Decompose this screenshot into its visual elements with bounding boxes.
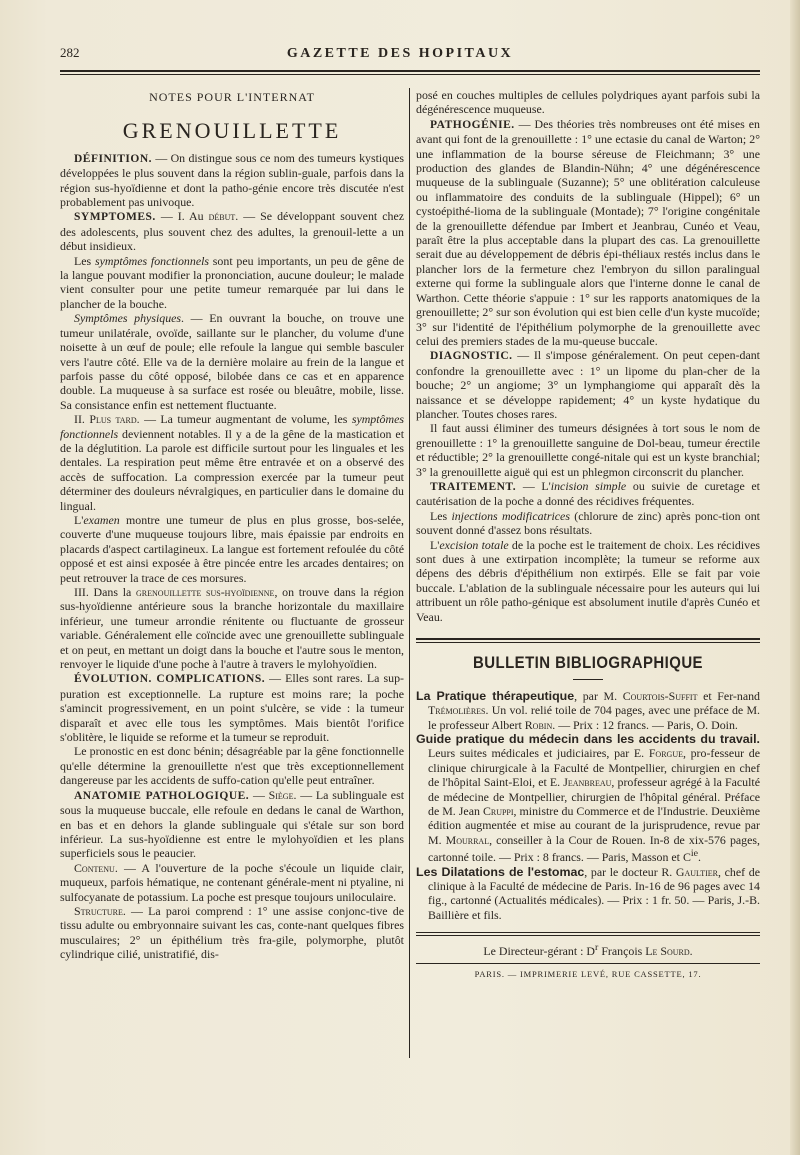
paragraph-traitement: TRAITEMENT. — L'incision simple ou suivie de curetage et cautérisation de la poche a donné des récidives fréquentes.: [416, 478, 760, 509]
article-title: GRENOUILLETTE: [122, 118, 342, 144]
running-head: GAZETTE DES HOPITAUX: [286, 46, 514, 61]
paragraph-definition: DÉFINITION. — On distingue sous ce nom des tumeurs kystiques développées le plus souvent dans la région sublin-guale, parfois dans la région sus-hyoïdienne et dont la patho-génie encore très discutée n'est probablement pas univoque.: [60, 150, 404, 210]
paragraph-physiques: Symptômes physiques. — En ouvrant la bouche, on trouve une tumeur unilatérale, ovoïde, saillante sur le plancher, du volume d'une noisette à un œuf de poule; elle refoule la langue qui semble basculer vers l'autre côté. Elle va de la dernière molaire au frein de la langue et parfois passe du côté opposé, bilobée dans ce cas et en apparence double. La muqueuse à sa surface est rosée ou bleuâtre, mobile, lisse. Sa consistance enfin est nettement fluctuante.: [60, 311, 404, 412]
paragraph-sus-hyoidienne: III. Dans la grenouillette sus-hyoïdienne, on trouve dans la région sus-hyoïdienne antérieure sous la branche horizontale du maxillaire inférieur, une tumeur arrondie rénitente ou fluctuante de grosseur variable. Généralement elle coïncide avec une grenouillette sublinguale et on peut, en mettant un doigt dans la bouche et l'autre sous le menton, renvoyer le liquide d'une poche à l'autre à travers le mylohyoïdien.: [60, 585, 404, 672]
page-number: 282: [60, 45, 80, 60]
paragraph-structure-continued: posé en couches multiples de cellules polydriques ayant parfois subi la dégénérescence muqueuse.: [416, 88, 760, 117]
header-rule-bottom: [60, 74, 760, 75]
paragraph-examen: L'examen montre une tumeur de plus en plus grosse, bos-selée, couverte d'une muqueuse toujours libre, mais épaissie par endroits en placards d'aspect cartilagineux. La langue est fortement refoulée du côté opposé et est ainsi exposée à être pincée entre les arcades dentaires; on peut retrouver la trace de ces morsures.: [60, 512, 404, 585]
right-column: [416, 88, 760, 981]
signature-rule-top-thick: [416, 935, 760, 936]
signature-rule-bottom: [416, 963, 760, 964]
bulletin-short-rule: [573, 679, 603, 680]
directeur-gerant: Le Directeur-gérant : $D^r$ François Le Sourd.: [483, 942, 693, 959]
paragraph-contenu: Contenu. — A l'ouverture de la poche s'écoule un liquide clair, muqueux, parfois hématique, ne contenant générale-ment ni ptyaline, ni sulfocyanate de potassium. La poche est presque toujours uniloculaire.: [60, 860, 404, 904]
left-column: [60, 88, 404, 962]
printer-imprint: PARIS. — IMPRIMERIE LEVÉ, RUE CASSETTE, 17.: [474, 968, 702, 979]
paragraph-eliminer: Il faut aussi éliminer des tumeurs désignées à tort sous le nom de grenouillette : 1° la grenouillette sanguine de Dol-beau, tumeur érectile et réductible; 2° la grenouillette congé-nitale qui est un kyste branchial; 3° la grenouillette aiguë qui est un phlegmon circonscrit du plancher.: [416, 421, 760, 479]
column-divider: [409, 88, 410, 1058]
paragraph-diagnostic: DIAGNOSTIC. — Il s'impose généralement. On peut cepen-dant confondre la grenouillette avec : 1° un lipome du plan-cher de la bouche; 2° un angiome; 3° un lymphangiome qui apparaît dès la naissance et se développe rapidement; 4° un kyste hydatique du plancher. Toutes choses rares.: [416, 348, 760, 421]
bib-entry-dilatations: Les Dilatations de l'estomac, par le docteur R. Gaultier, chef de clinique à la Faculté de médecine de Paris. In-16 de 96 pages avec 14 fig., cartonné (Actualités médicales). — Prix : 1 fr. 50. — Paris, J.-B. Baillière et fils.: [416, 864, 760, 922]
paragraph-fonctionnels: Les symptômes fonctionnels sont peu importants, un peu de gêne de la langue pouvant modifier la prononciation, aucune douleur; le malade vient consulter pour une petite tumeur remarquée par lui dans le plancher de la bouche.: [60, 253, 404, 311]
paragraph-evolution: ÉVOLUTION. COMPLICATIONS. — Elles sont rares. La sup-puration est exceptionnelle. La rupture est moins rare; la poche s'amincit progressivement, en un point s'ulcère, se vide : la tumeur disparaît et avec elle tous les symptômes. Mais bientôt l'orifice s'oblitère, le liquide se reforme et la tumeur se reproduit.: [60, 671, 404, 745]
paragraph-pronostic: Le pronostic en est donc bénin; désagréable par la gêne fonctionnelle qu'elle détermine la grenouillette n'est que très exceptionnellement dangereuse par les accidents de suffo-cation qu'elle peut entraîner.: [60, 744, 404, 788]
paragraph-injections: Les injections modificatrices (chlorure de zinc) après ponc-tion ont souvent donné d'assez bons résultats.: [416, 508, 760, 538]
header-rule-top: [60, 70, 760, 72]
paragraph-plus-tard: II. Plus tard. — La tumeur augmentant de volume, les symptômes fonctionnels deviennent notables. Il y a de la gêne de la mastication et de la déglutition. La parole est difficile surtout pour les linguales et les dentales. La respiration peut même être entravée et on a observé des accès de suffocation. La compression exercée par la tumeur peut déterminer des douleurs névralgiques, en particulier dans le domaine du lingual.: [60, 412, 404, 513]
section-label: NOTES POUR L'INTERNAT: [149, 90, 315, 104]
bulletin-rule-top: [416, 638, 760, 640]
bib-entry-guide: Guide pratique du médecin dans les accidents du travail. Leurs suites médicales et judiciaires, par E. Forgue, pro-fesseur de clinique chirurgicale à la Faculté de Montpellier, chirurgien en chef de l'hôpital Saint-Eloi, et E. Jeanbreau, professeur agrégé à la Faculté de médecine de Montpellier, chirurgien de l'hôpital général. Préface de M. Jean Cruppi, ministre du Commerce et de l'Industrie. Deuxième édition augmentée et mise au courant de la jurisprudence, revue par M. Mourral, conseiller à la Cour de Rouen. In-8 de xix-576 pages, cartonné toile. — Prix : 8 francs. — Paris, Masson et $C^{ie}$.: [416, 731, 760, 865]
bulletin-rule-top-thin: [416, 642, 760, 643]
paragraph-structure: Structure. — La paroi comprend : 1° une assise conjonc-tive de tissu adulte ou embryonnaire suivant les cas, conte-nant quelques fibres musculaires; 2° un épithélium très fra-gile, polymorphe, plutôt cylindrique cilié, unistratifié, dis-: [60, 903, 404, 962]
signature-rule-top: [416, 932, 760, 933]
page-edge: [790, 0, 800, 1155]
bulletin-title: BULLETIN BIBLIOGRAPHIQUE: [473, 653, 703, 673]
paragraph-anatomie: ANATOMIE PATHOLOGIQUE. — Siège. — La sublinguale est sous la muqueuse buccale, elle refoule en dedans le canal de Warthon, en bas et en dehors la glande sublinguale qui s'étale sur son bord inférieur. La sus-hyoïdienne est entre le mylohyoïdien et les plans superficiels sous le peaucier.: [60, 787, 404, 861]
paragraph-symptomes: SYMPTOMES. — I. Au début. — Se développant souvent chez des adolescents, plus souvent chez des adultes, la grenouil-lette a un début insidieux.: [60, 209, 405, 254]
paragraph-pathogenie: PATHOGÉNIE. — Des théories très nombreuses ont été mises en avant qui font de la grenouillette : 1° une ectasie du canal de Warton; 2° une inflammation de la bourse séreuse de Fleichmann; 3° une production des glandes de Blandin-Nühn; 4° une dégénérescence muqueuse de la sublinguale (Suzanne); 5° une oblitération calculeuse ou inflammatoire des conduits de la sublinguale (Hippel); 6° un cystoépithé-lioma de la sublinguale (Montade); 7° l'origine congénitale de la grenouillette défendue par Imbert et Jeanbrau, Cunéo et Veau, paraît être la plus acceptable dans la plupart des cas. La grenouillette serait due au développement de débris épi-théliaux restés inclus dans le plancher lors de la fermeture chez l'embryon du sillon paralingual externe qui forme la sublinguale alors que l'interne donne le canal de Warthon. Cette théorie s'appuie : 1° sur les rapports anatomiques de la grenouillette; 2° sur son évolution qui est bien celle d'un kyste mucoïde; 3° sur l'identité de l'épithélium polymorphe de la grenouillette avec celui des premiers stades de la mu-queuse buccale.: [416, 116, 760, 348]
bib-entry-pratique: La Pratique thérapeutique, par M. Courtois-Suffit et Fer-nand Trémolières. Un vol. relié toile de 704 pages, avec une préface de M. le professeur Albert Robin. — Prix : 12 francs. — Paris, O. Doin.: [416, 688, 760, 732]
paragraph-excision: L'excision totale de la poche est le traitement de choix. Les récidives sont dues à une extirpation incomplète; la tumeur se reforme aux dépens des débris d'épithélium non extirpés. Elle se fait par voie buccale. L'ablation de la sublinguale nécessaire pour les auteurs qui lui attribuent un rôle patho-génique est absolument inutile d'après Cunéo et Veau.: [416, 537, 760, 624]
